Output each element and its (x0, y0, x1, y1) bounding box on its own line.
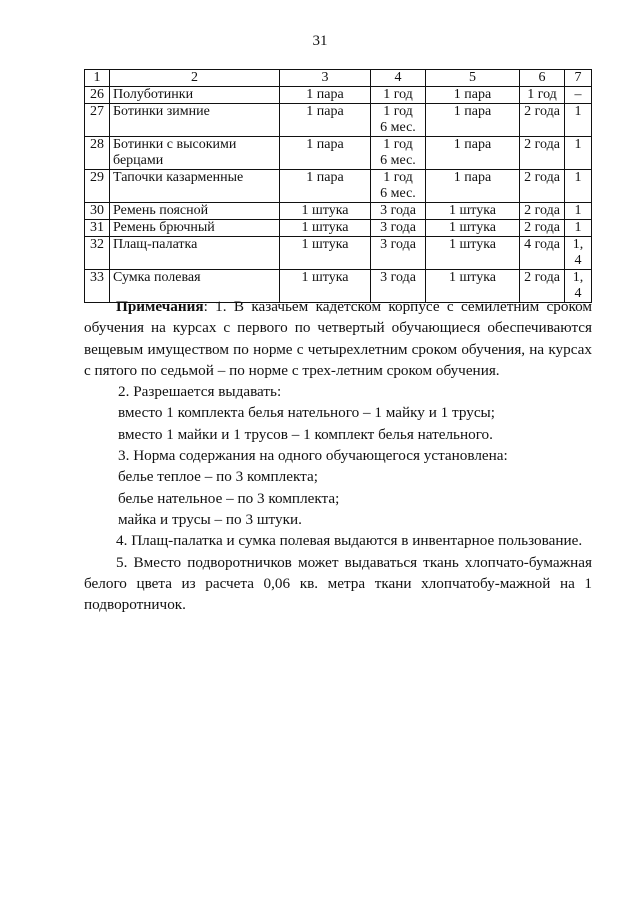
note-ref-cell: – (565, 87, 592, 104)
note-ref-cell: 1 (565, 170, 592, 203)
header-cell: 5 (426, 70, 520, 87)
term-cell-line: 6 мес. (380, 186, 416, 201)
term-cell (371, 104, 426, 137)
term-cell-line: 1 год (383, 87, 413, 102)
norms-table (84, 69, 592, 303)
note-1-text: : 1. В казачьем кадетском корпусе с семилетним сроком обучения на курсах с первого по четвертый обучающиеся обеспечиваются вещевым имуществом по норме с четырехлетним сроком обучения, на курсах с пятого по седьмой – по норме с трех-летним сроком обучения. (84, 298, 592, 379)
header-cell: 1 (85, 70, 110, 87)
quantity-cell: 1 штука (280, 203, 371, 220)
header-cell: 4 (371, 70, 426, 87)
note-5: 5. Вместо подворотничков может выдаваться ткань хлопчато-бумажная белого цвета из расчета 0,06 кв. метра ткани хлопчатобу-мажной на 1 подворотничок. (84, 553, 592, 614)
item-name-cell-line: Тапочки казарменные (113, 170, 244, 185)
note-2a: вместо 1 комплекта белья нательного – 1 майку и 1 трусы; (118, 404, 495, 422)
note-ref-cell: 1 (565, 203, 592, 220)
item-name-cell-line: Ремень поясной (113, 203, 209, 218)
note-4: 4. Плащ-палатка и сумка полевая выдаются в инвентарное пользование. (116, 532, 583, 550)
quantity-2-cell: 1 пара (426, 87, 520, 104)
quantity-2-cell: 1 пара (426, 170, 520, 203)
quantity-cell: 1 пара (280, 170, 371, 203)
item-name-cell (110, 170, 280, 203)
note-3b: белье нательное – по 3 комплекта; (118, 489, 340, 507)
header-cell: 6 (520, 70, 565, 87)
term-cell (371, 170, 426, 203)
row-number-cell: 27 (85, 104, 110, 137)
note-ref-cell: 1, 4 (565, 270, 592, 303)
header-cell: 3 (280, 70, 371, 87)
table-row (85, 137, 592, 170)
term-2-cell: 2 года (520, 203, 565, 220)
row-number-cell: 31 (85, 220, 110, 237)
item-name-cell (110, 104, 280, 137)
quantity-2-cell: 1 пара (426, 104, 520, 137)
quantity-2-cell: 1 штука (426, 270, 520, 303)
table-row (85, 170, 592, 203)
note-ref-cell: 1 (565, 220, 592, 237)
quantity-2-cell: 1 штука (426, 220, 520, 237)
item-name-cell-line: берцами (113, 153, 164, 168)
item-name-cell (110, 237, 280, 270)
item-name-cell (110, 87, 280, 104)
item-name-cell (110, 203, 280, 220)
row-number-cell: 26 (85, 87, 110, 104)
quantity-2-cell: 1 штука (426, 203, 520, 220)
note-ref-cell: 1, 4 (565, 237, 592, 270)
row-number-cell: 33 (85, 270, 110, 303)
term-cell (371, 137, 426, 170)
table-row (85, 87, 592, 104)
term-cell-line: 3 года (380, 220, 416, 235)
table-row (85, 203, 592, 220)
note-ref-cell: 1 (565, 104, 592, 137)
quantity-cell: 1 штука (280, 220, 371, 237)
item-name-cell-line: Ботинки зимние (113, 104, 210, 119)
item-name-cell (110, 220, 280, 237)
quantity-2-cell: 1 пара (426, 137, 520, 170)
table-row (85, 220, 592, 237)
item-name-cell-line: Ремень брючный (113, 220, 215, 235)
item-name-cell-line: Ботинки с высокими (113, 137, 237, 152)
term-cell (371, 87, 426, 104)
note-2: 2. Разрешается выдавать: (118, 383, 282, 401)
quantity-cell: 1 штука (280, 270, 371, 303)
term-cell-line: 3 года (380, 237, 416, 252)
term-cell (371, 203, 426, 220)
quantity-cell: 1 пара (280, 137, 371, 170)
quantity-cell: 1 пара (280, 104, 371, 137)
row-number-cell: 32 (85, 237, 110, 270)
quantity-cell: 1 штука (280, 237, 371, 270)
row-number-cell: 28 (85, 137, 110, 170)
term-cell-line: 1 год (383, 170, 413, 185)
note-3c: майка и трусы – по 3 штуки. (118, 510, 302, 528)
term-2-cell: 2 года (520, 104, 565, 137)
term-2-cell: 4 года (520, 237, 565, 270)
term-cell (371, 220, 426, 237)
header-cell: 7 (565, 70, 592, 87)
header-cell: 2 (110, 70, 280, 87)
item-name-cell-line: Полуботинки (113, 87, 194, 102)
page-number: 31 (312, 33, 328, 49)
note-3a: белье теплое – по 3 комплекта; (118, 468, 318, 486)
table-header-row (85, 70, 592, 87)
term-2-cell: 2 года (520, 270, 565, 303)
term-2-cell: 2 года (520, 137, 565, 170)
term-cell (371, 237, 426, 270)
row-number-cell: 30 (85, 203, 110, 220)
note-ref-cell: 1 (565, 137, 592, 170)
note-2b: вместо 1 майки и 1 трусов – 1 комплект белья нательного. (118, 425, 493, 443)
item-name-cell (110, 137, 280, 170)
term-cell-line: 3 года (380, 270, 416, 285)
note-1 (84, 296, 592, 381)
term-2-cell: 1 год (520, 87, 565, 104)
term-cell-line: 1 год (383, 137, 413, 152)
quantity-cell: 1 пара (280, 87, 371, 104)
notes-label: Примечания (116, 298, 204, 315)
table-body (85, 87, 592, 303)
row-number-cell: 29 (85, 170, 110, 203)
table-row (85, 104, 592, 137)
quantity-2-cell: 1 штука (426, 237, 520, 270)
notes-section (84, 296, 592, 615)
term-2-cell: 2 года (520, 220, 565, 237)
item-name-cell-line: Сумка полевая (113, 270, 201, 285)
table-row (85, 237, 592, 270)
item-name-cell-line: Плащ-палатка (113, 237, 198, 252)
term-cell-line: 6 мес. (380, 120, 416, 135)
term-cell-line: 6 мес. (380, 153, 416, 168)
term-cell-line: 3 года (380, 203, 416, 218)
note-3: 3. Норма содержания на одного обучающегося установлена: (118, 447, 508, 465)
term-2-cell: 2 года (520, 170, 565, 203)
term-cell-line: 1 год (383, 104, 413, 119)
